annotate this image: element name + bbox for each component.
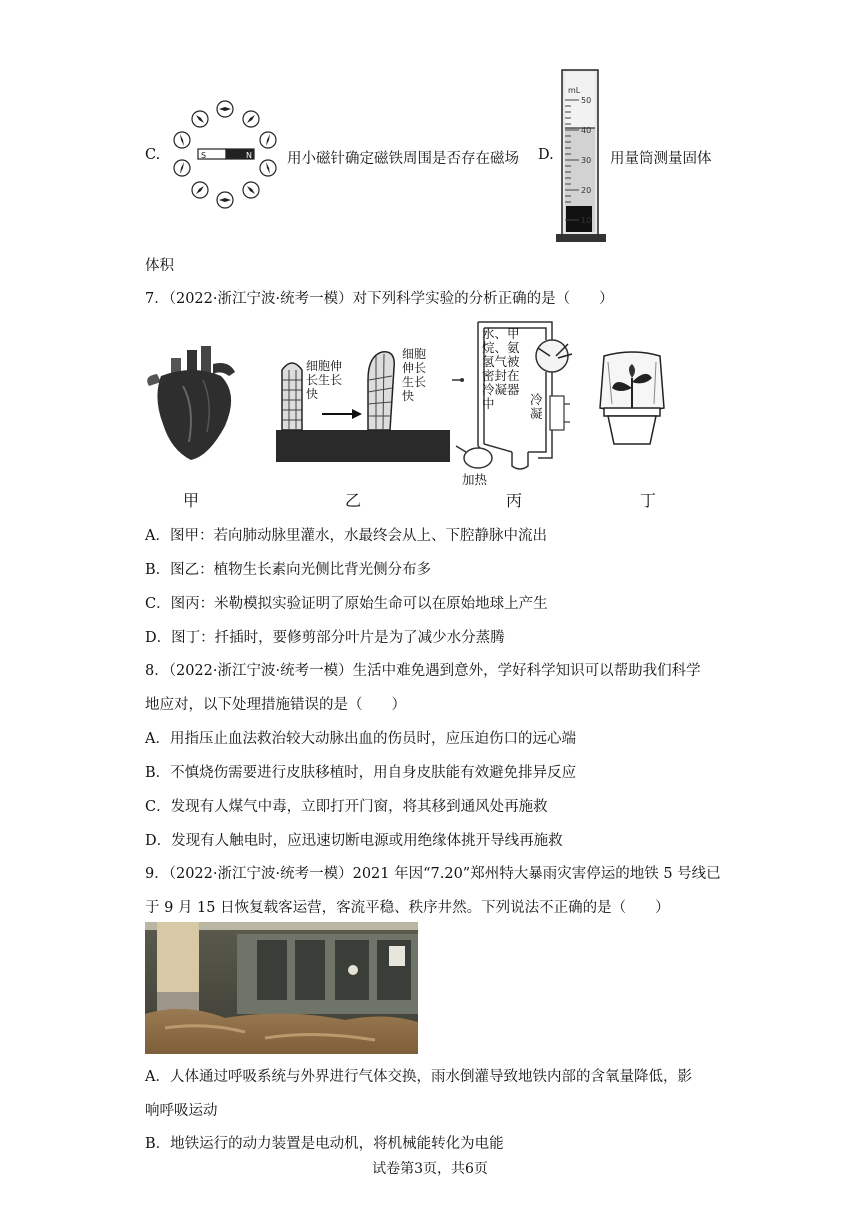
question-8-option-b: B．不慎烧伤需要进行皮肤移植时，用自身皮肤能有效避免排异反应: [145, 765, 577, 781]
question-8-stem-line1: 8．（2022·浙江宁波·统考一模）生活中难免遇到意外，学好科学知识可以帮助我们科学: [145, 663, 701, 679]
miller-label: 烷、氨: [482, 340, 520, 355]
question-9-option-b: B．地铁运行的动力装置是电动机，将机械能转化为电能: [145, 1136, 504, 1152]
cylinder-tick: 10: [581, 216, 592, 225]
cylinder-tick: 40: [581, 126, 592, 135]
miller-label: 冷凝器: [482, 382, 520, 397]
cylinder-tick: 50: [581, 96, 592, 105]
flooded-subway-photo: [145, 922, 418, 1054]
miller-label: 水、甲: [482, 326, 520, 341]
question-9-stem-line2: 于 9 月 15 日恢复载客运营，客流平稳、秩序井然。下列说法不正确的是（ ）: [145, 900, 670, 916]
heart-figure: [143, 346, 243, 462]
option-c-text: 用小磁针确定磁铁周围是否存在磁场: [287, 151, 519, 167]
page-footer: 试卷第3页，共6页: [372, 1161, 488, 1177]
stem-label-right: 伸长: [402, 361, 427, 375]
magnet-s-label: S: [201, 151, 207, 160]
question-8-option-c: C．发现有人煤气中毒，立即打开门窗，将其移到通风处再施救: [145, 799, 548, 815]
cylinder-tick: 30: [581, 156, 592, 165]
option-d-label: D.: [538, 147, 554, 163]
miller-apparatus-figure: [452, 318, 582, 488]
cylinder-unit: mL: [568, 86, 581, 95]
miller-label: 密封在: [482, 368, 520, 383]
miller-heat-label: 加热: [462, 472, 488, 487]
miller-cool-label: 冷: [530, 392, 543, 407]
question-8-option-d: D．发现有人触电时，应迅速切断电源或用绝缘体挑开导线再施救: [145, 833, 563, 849]
figure-caption-ding: 丁: [640, 491, 657, 510]
question-8-stem-line2: 地应对，以下处理措施错误的是（ ）: [145, 697, 406, 713]
stem-label-right: 生长: [402, 375, 427, 389]
question-9-option-a-line2: 响呼吸运动: [145, 1103, 218, 1119]
question-7-option-b: B．图乙：植物生长素向光侧比背光侧分布多: [145, 562, 432, 578]
stem-label-left: 细胞伸: [306, 359, 343, 373]
potted-plant-figure: [594, 348, 670, 448]
stem-label-right: 快: [402, 389, 415, 403]
stem-growth-figure: [276, 346, 450, 462]
question-9-option-a-line1: A．人体通过呼吸系统与外界进行气体交换，雨水倒灌导致地铁内部的含氧量降低，影: [145, 1069, 692, 1085]
option-c-label: C.: [145, 147, 161, 163]
option-d-text: 用量筒测量固体: [610, 151, 712, 167]
miller-cool-label: 凝: [530, 406, 543, 421]
miller-label: 氢气被: [482, 354, 520, 369]
figure-caption-yi: 乙: [345, 491, 362, 510]
question-9-stem-line1: 9．（2022·浙江宁波·统考一模）2021 年因“7.20”郑州特大暴雨灾害停运的地铁 5 号线已: [145, 866, 721, 882]
figure-caption-bing: 丙: [506, 491, 523, 510]
magnet-n-label: N: [246, 151, 252, 160]
question-7-stem: 7．（2022·浙江宁波·统考一模）对下列科学实验的分析正确的是（ ）: [145, 291, 614, 307]
figure-caption-jia: 甲: [183, 491, 200, 510]
cylinder-tick: 20: [581, 186, 592, 195]
stem-label-left: 长生长: [306, 373, 343, 387]
question-8-option-a: A．用指压止血法救治较大动脉出血的伤员时，应压迫伤口的远心端: [145, 731, 576, 747]
stem-label-left: 快: [306, 387, 319, 401]
option-d-text-cont: 体积: [145, 258, 174, 274]
question-7-option-a: A．图甲：若向肺动脉里灌水，水最终会从上、下腔静脉中流出: [145, 528, 547, 544]
question-7-option-d: D．图丁：扦插时，要修剪部分叶片是为了减少水分蒸腾: [145, 630, 505, 646]
miller-label: 中: [482, 396, 495, 411]
compass-magnet-figure: [168, 100, 280, 212]
question-7-option-c: C．图丙：米勒模拟实验证明了原始生命可以在原始地球上产生: [145, 596, 548, 612]
stem-label-right: 细胞: [402, 347, 427, 361]
graduated-cylinder-figure: [556, 66, 608, 244]
